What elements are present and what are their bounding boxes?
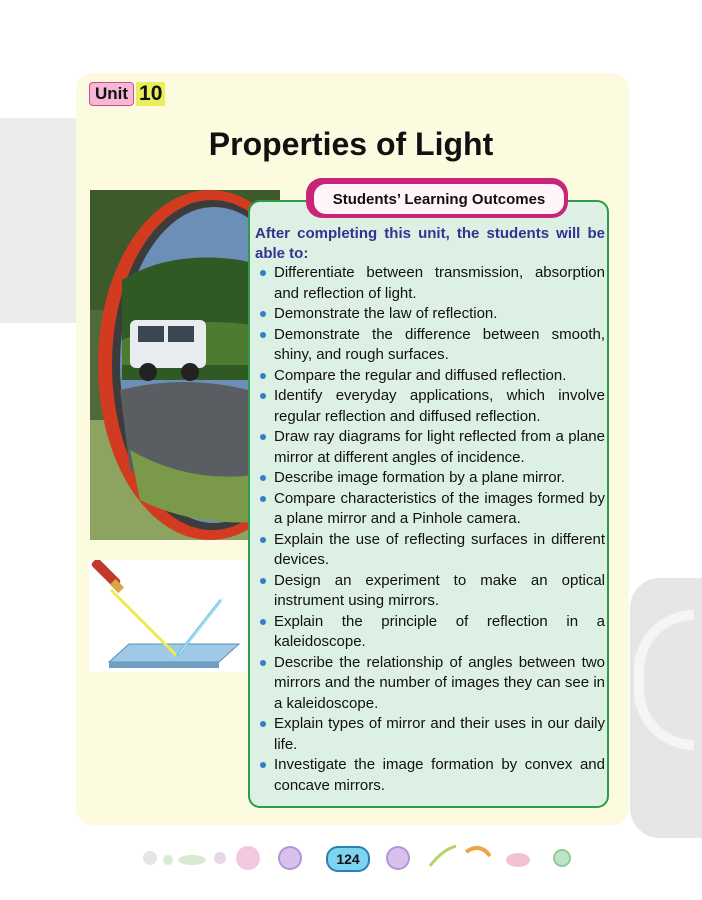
- unit-label: Unit: [89, 82, 134, 106]
- ray-reflection-illustration: [89, 560, 247, 672]
- outcome-item: Design an experiment to make an optical instrument using mirrors.: [258, 571, 605, 612]
- outcome-item: Describe image formation by a plane mirror.: [258, 468, 605, 489]
- outcome-item: Explain the use of reflecting surfaces in different devices.: [258, 530, 605, 571]
- learning-outcomes-heading: Students’ Learning Outcomes: [332, 190, 546, 208]
- light-ray-diagram: [89, 560, 247, 672]
- outcome-item: Compare characteristics of the images formed by a plane mirror and a Pinhole camera.: [258, 489, 605, 530]
- outcome-item: Explain types of mirror and their uses in our daily life.: [258, 714, 605, 755]
- outcome-item: Differentiate between transmission, absorption and reflection of light.: [258, 263, 605, 304]
- learning-outcomes-list: [258, 263, 605, 796]
- learning-outcomes-heading-tab: [312, 182, 566, 216]
- outcome-item: Demonstrate the law of reflection.: [258, 304, 605, 325]
- outcome-item: Compare the regular and diffused reflection.: [258, 366, 605, 387]
- outcome-item: Draw ray diagrams for light reflected from a plane mirror at different angles of incidence.: [258, 427, 605, 468]
- page-title: Properties of Light: [208, 126, 494, 162]
- outcome-item: Describe the relationship of angles between two mirrors and the number of images they can see in a kaleidoscope.: [258, 653, 605, 715]
- page-number: 124: [326, 846, 370, 872]
- unit-number: 10: [136, 82, 165, 106]
- outcome-item: Identify everyday applications, which involve regular reflection and diffused reflection.: [258, 386, 605, 427]
- outcome-item: Demonstrate the difference between smooth, shiny, and rough surfaces.: [258, 325, 605, 366]
- outcome-item: Investigate the image formation by convex and concave mirrors.: [258, 755, 605, 796]
- learning-outcomes-intro: After completing this unit, the students will be able to:: [255, 225, 605, 262]
- outcome-item: Explain the principle of reflection in a kaleidoscope.: [258, 612, 605, 653]
- unit-badge: [89, 82, 165, 106]
